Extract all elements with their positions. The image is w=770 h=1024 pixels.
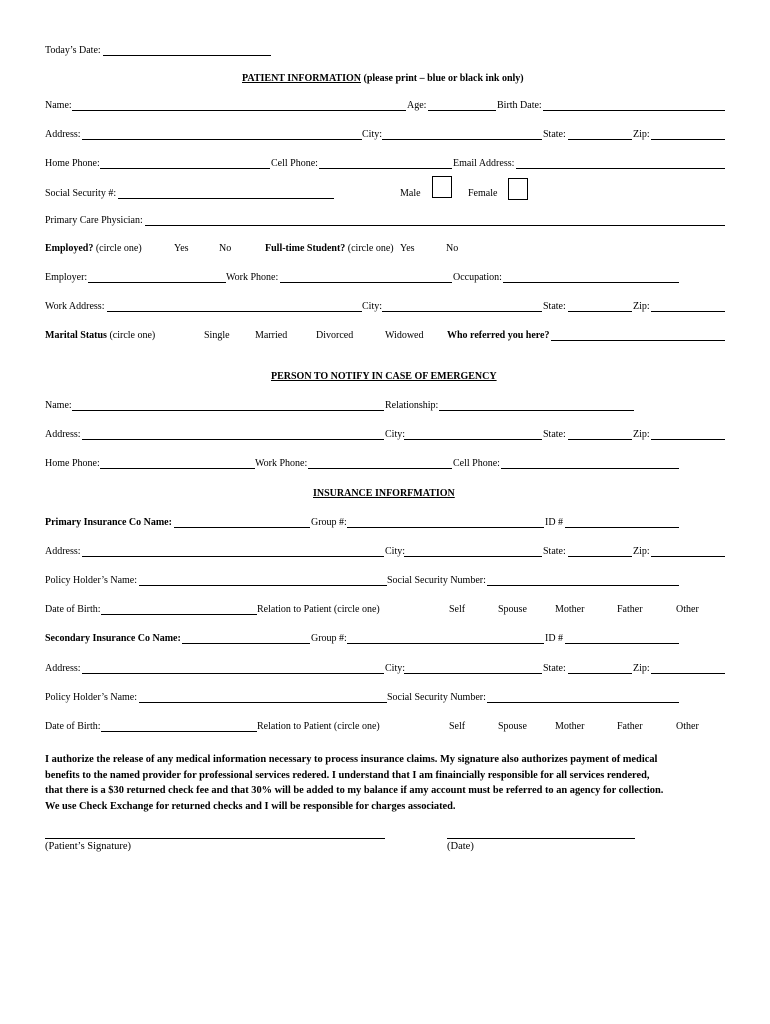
authorization-line: We use Check Exchange for returned checks and I will be responsible for charges associated. bbox=[45, 800, 456, 812]
patient-birth-date-label: Birth Date: bbox=[497, 100, 542, 111]
primary-holder-label: Policy Holder’s Name: bbox=[45, 575, 138, 586]
secondary-ins-city-label: City: bbox=[385, 663, 406, 674]
primary-id-field[interactable] bbox=[565, 527, 679, 528]
patient-home-phone-label: Home Phone: bbox=[45, 158, 100, 169]
primary-holder-field[interactable] bbox=[139, 585, 387, 586]
secondary-group-field[interactable] bbox=[347, 643, 544, 644]
employer-label: Employer: bbox=[45, 272, 88, 283]
primary-ins-zip-field[interactable] bbox=[651, 556, 725, 557]
patient-ssn-field[interactable] bbox=[118, 198, 334, 199]
secondary-dob-field[interactable] bbox=[101, 731, 257, 732]
emergency-heading: PERSON TO NOTIFY IN CASE OF EMERGENCY bbox=[271, 371, 497, 382]
secondary-relation-mother[interactable]: Mother bbox=[555, 721, 585, 732]
patient-name-label: Name: bbox=[45, 100, 72, 111]
secondary-relation-spouse[interactable]: Spouse bbox=[498, 721, 527, 732]
primary-ssn-label: Social Security Number: bbox=[387, 575, 486, 586]
employed-question bbox=[45, 243, 142, 255]
emergency-home-phone-field[interactable] bbox=[100, 468, 255, 469]
emergency-address-label: Address: bbox=[45, 429, 81, 440]
primary-ins-state-label: State: bbox=[543, 546, 566, 557]
emergency-city-label: City: bbox=[385, 429, 406, 440]
secondary-ins-city-field[interactable] bbox=[404, 673, 542, 674]
date-field[interactable] bbox=[447, 838, 635, 839]
primary-dob-field[interactable] bbox=[101, 614, 257, 615]
patient-ssn-label: Social Security #: bbox=[45, 188, 117, 199]
todays-date-field[interactable] bbox=[103, 55, 271, 56]
employed-label: Employed? bbox=[45, 243, 94, 254]
marital-option-single[interactable]: Single bbox=[204, 330, 230, 341]
marital-option-widowed[interactable]: Widowed bbox=[385, 330, 424, 341]
employed-no-option[interactable]: No bbox=[219, 243, 232, 254]
work-state-field[interactable] bbox=[568, 311, 632, 312]
secondary-relation-other[interactable]: Other bbox=[676, 721, 699, 732]
female-label: Female bbox=[468, 188, 498, 199]
emergency-work-phone-label: Work Phone: bbox=[255, 458, 308, 469]
patient-city-label: City: bbox=[362, 129, 383, 140]
patient-info-heading bbox=[242, 73, 524, 85]
male-checkbox[interactable] bbox=[432, 176, 452, 198]
student-circle-note: (circle one) bbox=[347, 243, 394, 254]
employed-circle-note: (circle one) bbox=[95, 243, 142, 254]
authorization-text bbox=[45, 752, 735, 814]
primary-group-field[interactable] bbox=[347, 527, 544, 528]
emergency-cell-phone-field[interactable] bbox=[501, 468, 679, 469]
patient-work-phone-label: Work Phone: bbox=[226, 272, 279, 283]
secondary-ins-state-field[interactable] bbox=[568, 673, 632, 674]
secondary-ins-address-field[interactable] bbox=[82, 673, 384, 674]
patient-info-title: PATIENT INFORMATION bbox=[242, 73, 361, 84]
patient-email-label: Email Address: bbox=[453, 158, 515, 169]
patient-work-phone-field[interactable] bbox=[280, 282, 452, 283]
work-zip-field[interactable] bbox=[651, 311, 725, 312]
date-label: (Date) bbox=[447, 841, 474, 852]
secondary-ins-address-label: Address: bbox=[45, 663, 81, 674]
secondary-insurance-field[interactable] bbox=[182, 643, 310, 644]
primary-ssn-field[interactable] bbox=[487, 585, 679, 586]
secondary-id-label: ID # bbox=[545, 633, 564, 644]
primary-ins-city-label: City: bbox=[385, 546, 406, 557]
emergency-city-field[interactable] bbox=[404, 439, 542, 440]
primary-relation-father[interactable]: Father bbox=[617, 604, 643, 615]
student-no-option[interactable]: No bbox=[446, 243, 459, 254]
emergency-state-field[interactable] bbox=[568, 439, 632, 440]
primary-ins-city-field[interactable] bbox=[404, 556, 542, 557]
patient-cell-phone-field[interactable] bbox=[319, 168, 452, 169]
primary-relation-self[interactable]: Self bbox=[449, 604, 466, 615]
marital-circle-note: (circle one) bbox=[109, 330, 156, 341]
work-address-label: Work Address: bbox=[45, 301, 105, 312]
marital-status-question bbox=[45, 330, 155, 342]
marital-option-married[interactable]: Married bbox=[255, 330, 288, 341]
todays-date-label: Today’s Date: bbox=[45, 45, 101, 56]
emergency-home-phone-label: Home Phone: bbox=[45, 458, 100, 469]
secondary-relation-self[interactable]: Self bbox=[449, 721, 466, 732]
emergency-work-phone-field[interactable] bbox=[308, 468, 452, 469]
signature-label: (Patient’s Signature) bbox=[45, 841, 132, 852]
patient-email-field[interactable] bbox=[516, 168, 725, 169]
work-address-field[interactable] bbox=[107, 311, 362, 312]
primary-ins-address-field[interactable] bbox=[82, 556, 384, 557]
secondary-ssn-label: Social Security Number: bbox=[387, 692, 486, 703]
emergency-name-field[interactable] bbox=[72, 410, 384, 411]
work-state-label: State: bbox=[543, 301, 566, 312]
secondary-holder-field[interactable] bbox=[139, 702, 387, 703]
insurance-heading: INSURANCE INFORFMATION bbox=[313, 488, 455, 499]
emergency-relationship-field[interactable] bbox=[439, 410, 634, 411]
occupation-field[interactable] bbox=[503, 282, 679, 283]
primary-insurance-label: Primary Insurance Co Name: bbox=[45, 517, 172, 528]
employer-field[interactable] bbox=[88, 282, 226, 283]
primary-dob-label: Date of Birth: bbox=[45, 604, 101, 615]
patient-birth-date-field[interactable] bbox=[543, 110, 725, 111]
secondary-group-label: Group #: bbox=[311, 633, 347, 644]
primary-insurance-field[interactable] bbox=[174, 527, 310, 528]
patient-state-label: State: bbox=[543, 129, 566, 140]
secondary-insurance-label: Secondary Insurance Co Name: bbox=[45, 633, 181, 644]
referred-label: Who referred you here? bbox=[447, 330, 550, 341]
patient-age-label: Age: bbox=[407, 100, 427, 111]
authorization-line: I authorize the release of any medical information necessary to process insurance claims. My signature also authorizes payment of medical bbox=[45, 754, 658, 765]
emergency-name-label: Name: bbox=[45, 400, 72, 411]
emergency-cell-phone-label: Cell Phone: bbox=[453, 458, 500, 469]
male-label: Male bbox=[400, 188, 421, 199]
patient-age-field[interactable] bbox=[428, 110, 496, 111]
patient-home-phone-field[interactable] bbox=[100, 168, 270, 169]
referred-field[interactable] bbox=[551, 340, 725, 341]
authorization-line: that there is a $30 returned check fee and that 30% will be added to my balance if amy account must be referred to an agency for collection. bbox=[45, 785, 664, 796]
secondary-holder-label: Policy Holder’s Name: bbox=[45, 692, 138, 703]
patient-address-label: Address: bbox=[45, 129, 81, 140]
primary-relation-spouse[interactable]: Spouse bbox=[498, 604, 527, 615]
work-city-label: City: bbox=[362, 301, 383, 312]
primary-relation-label: Relation to Patient (circle one) bbox=[257, 604, 380, 615]
primary-ins-address-label: Address: bbox=[45, 546, 81, 557]
occupation-label: Occupation: bbox=[453, 272, 502, 283]
authorization-line: benefits to the named provider for professional services redered. I understand that I am finaincially responsible for all services rendered, bbox=[45, 769, 650, 781]
patient-info-note: (please print – blue or black ink only) bbox=[363, 73, 524, 84]
secondary-relation-label: Relation to Patient (circle one) bbox=[257, 721, 380, 732]
emergency-state-label: State: bbox=[543, 429, 566, 440]
student-question bbox=[265, 243, 394, 255]
primary-relation-mother[interactable]: Mother bbox=[555, 604, 585, 615]
patient-cell-phone-label: Cell Phone: bbox=[271, 158, 318, 169]
patient-state-field[interactable] bbox=[568, 139, 632, 140]
emergency-zip-label: Zip: bbox=[633, 429, 650, 440]
patient-zip-label: Zip: bbox=[633, 129, 650, 140]
primary-ins-zip-label: Zip: bbox=[633, 546, 650, 557]
marital-option-divorced[interactable]: Divorced bbox=[316, 330, 354, 341]
secondary-ins-state-label: State: bbox=[543, 663, 566, 674]
work-zip-label: Zip: bbox=[633, 301, 650, 312]
primary-id-label: ID # bbox=[545, 517, 564, 528]
student-label: Full-time Student? bbox=[265, 243, 346, 254]
secondary-dob-label: Date of Birth: bbox=[45, 721, 101, 732]
employed-yes-option[interactable]: Yes bbox=[174, 243, 189, 254]
primary-ins-state-field[interactable] bbox=[568, 556, 632, 557]
female-checkbox[interactable] bbox=[508, 178, 528, 200]
primary-group-label: Group #: bbox=[311, 517, 347, 528]
signature-field[interactable] bbox=[45, 838, 385, 839]
work-city-field[interactable] bbox=[382, 311, 542, 312]
student-yes-option[interactable]: Yes bbox=[400, 243, 415, 254]
primary-relation-other[interactable]: Other bbox=[676, 604, 699, 615]
pcp-field[interactable] bbox=[145, 225, 725, 226]
secondary-id-field[interactable] bbox=[565, 643, 679, 644]
secondary-ins-zip-field[interactable] bbox=[651, 673, 725, 674]
patient-name-field[interactable] bbox=[72, 110, 406, 111]
secondary-relation-father[interactable]: Father bbox=[617, 721, 643, 732]
secondary-ins-zip-label: Zip: bbox=[633, 663, 650, 674]
emergency-address-field[interactable] bbox=[82, 439, 384, 440]
pcp-label: Primary Care Physician: bbox=[45, 215, 143, 226]
emergency-relationship-label: Relationship: bbox=[385, 400, 439, 411]
marital-status-label: Marital Status bbox=[45, 330, 107, 341]
secondary-ssn-field[interactable] bbox=[487, 702, 679, 703]
patient-address-field[interactable] bbox=[82, 139, 362, 140]
patient-city-field[interactable] bbox=[382, 139, 542, 140]
patient-zip-field[interactable] bbox=[651, 139, 725, 140]
emergency-zip-field[interactable] bbox=[651, 439, 725, 440]
